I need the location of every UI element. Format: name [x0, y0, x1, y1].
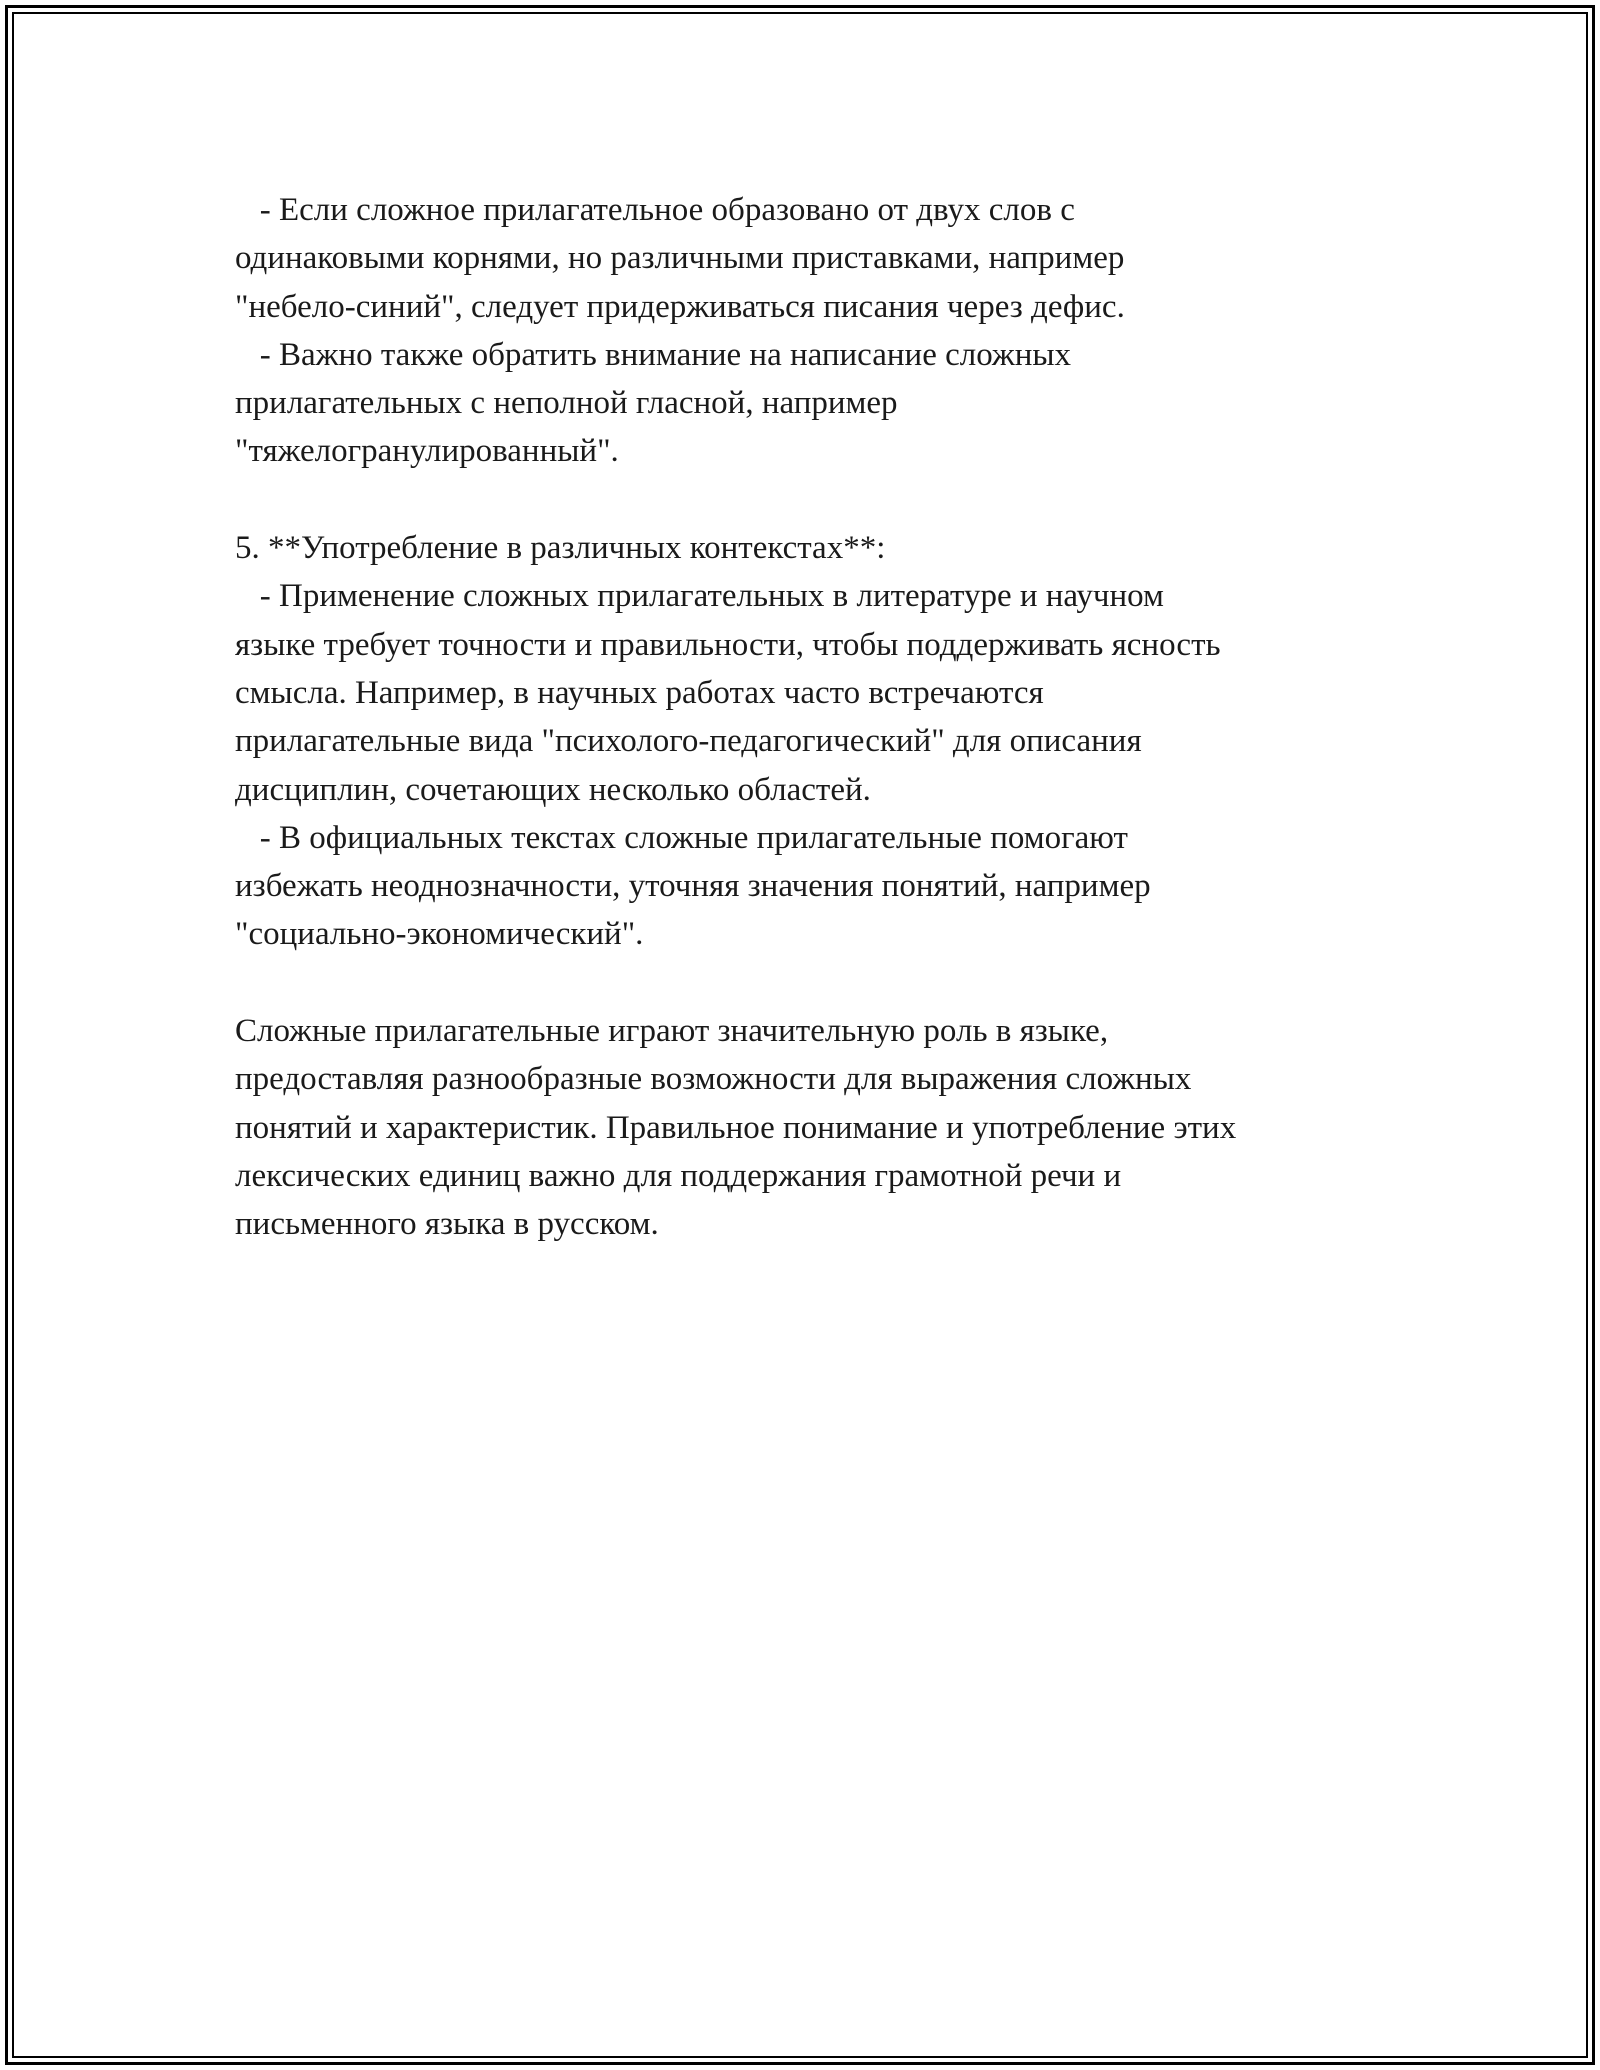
text-line: "небело-синий", следует придерживаться писания через дефис.: [235, 288, 1125, 325]
text-line: письменного языка в русском.: [235, 1206, 659, 1243]
text-line: - В официальных текстах сложные прилагательные помогают: [235, 819, 1128, 856]
text-line: понятий и характеристик. Правильное понимание и употребление этих: [235, 1109, 1237, 1146]
document-body: [235, 186, 1385, 1249]
text-line: Сложные прилагательные играют значительную роль в языке,: [235, 1013, 1109, 1050]
text-line: - Важно также обратить внимание на написание сложных: [235, 336, 1072, 373]
paragraph-hyphenation-rules: [235, 186, 1385, 476]
paragraph-spacer: [235, 476, 1385, 524]
text-line: предоставляя разнообразные возможности для выражения сложных: [235, 1061, 1192, 1098]
paragraph-conclusion: [235, 1007, 1385, 1248]
text-line: языке требует точности и правильности, чтобы поддерживать ясность: [235, 626, 1221, 663]
text-line: дисциплин, сочетающих несколько областей.: [235, 771, 871, 808]
text-line: лексических единиц важно для поддержания грамотной речи и: [235, 1157, 1122, 1194]
text-line: "социально-экономический".: [235, 916, 644, 953]
paragraph-usage-contexts: [235, 524, 1385, 959]
paragraph-spacer: [235, 959, 1385, 1007]
text-line: прилагательные вида "психолого-педагогический" для описания: [235, 723, 1142, 760]
text-line: - Применение сложных прилагательных в литературе и научном: [235, 578, 1164, 615]
section-heading: 5. **Употребление в различных контекстах**:: [235, 530, 886, 567]
text-line: избежать неоднозначности, уточняя значения понятий, например: [235, 868, 1151, 905]
text-line: - Если сложное прилагательное образовано от двух слов с: [235, 192, 1075, 228]
text-line: "тяжелогранулированный".: [235, 433, 619, 470]
text-line: прилагательных с неполной гласной, например: [235, 385, 898, 422]
text-line: одинаковыми корнями, но различными приставками, например: [235, 240, 1125, 277]
text-line: смысла. Например, в научных работах часто встречаются: [235, 674, 1044, 711]
